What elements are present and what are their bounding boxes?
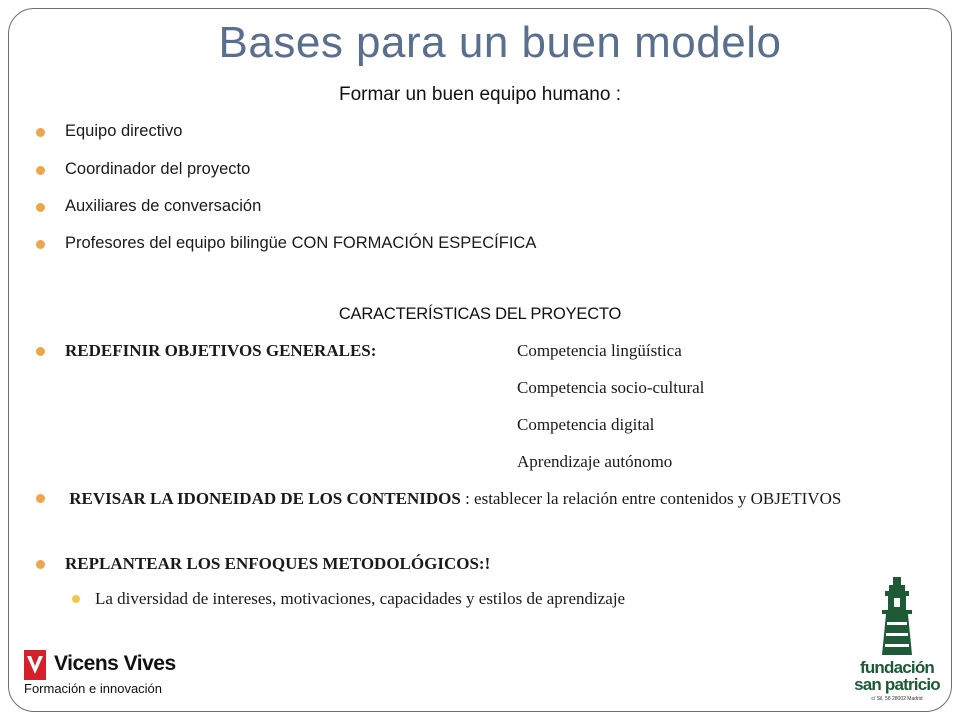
bullet-icon (36, 240, 45, 249)
vicens-vives-mark-icon (24, 650, 46, 680)
fundacion-address: c/ Sil, 58 28002 Madrid (871, 696, 923, 702)
contents-item (65, 487, 945, 510)
bullet-icon (36, 494, 45, 503)
team-item-profesores: Profesores del equipo bilingüe CON FORMACIÓN ESPECÍFICA (65, 234, 537, 252)
fundacion-san-patricio-logo (852, 575, 942, 710)
team-item-coordinador: Coordinador del proyecto (65, 160, 251, 178)
fundacion-line1: fundación (859, 658, 934, 677)
objective-value: Aprendizaje autónomo (517, 452, 673, 471)
sub-bullet-icon (72, 595, 80, 603)
bullet-icon (36, 347, 45, 356)
objective-value: Competencia digital (517, 415, 655, 434)
lighthouse-icon (852, 575, 942, 657)
methods-item (65, 554, 490, 574)
slide-title: Bases para un buen modelo (218, 18, 782, 67)
contents-label: REVISAR LA IDONEIDAD DE LOS CONTENIDOS (69, 489, 461, 508)
objective-value: Competencia lingüística (517, 341, 682, 360)
fundacion-line2: san patricio (854, 675, 940, 694)
bullet-icon (36, 128, 45, 137)
contents-text: : establecer la relación entre contenidos y OBJETIVOS (460, 489, 842, 508)
methods-suffix: :! (478, 554, 491, 573)
bullet-icon (36, 166, 45, 175)
slide-subtitle: Formar un buen equipo humano : (338, 84, 621, 105)
bullet-icon (36, 560, 45, 569)
team-item-auxiliares: Auxiliares de conversación (65, 197, 262, 215)
vicens-vives-name: Vicens Vives (54, 652, 176, 675)
methods-sub-item: La diversidad de intereses, motivaciones, capacidades y estilos de aprendizaje (95, 589, 626, 608)
bullet-icon (36, 203, 45, 212)
objective-value: Competencia socio-cultural (517, 378, 705, 397)
team-item-directivo: Equipo directivo (65, 122, 183, 140)
vicens-vives-tagline: Formación e innovación (24, 681, 163, 696)
section-heading: CARACTERÍSTICAS DEL PROYECTO (338, 305, 622, 323)
methods-label: REPLANTEAR LOS ENFOQUES METODOLÓGICOS (65, 554, 479, 573)
objectives-label: REDEFINIR OBJETIVOS GENERALES: (65, 341, 377, 360)
